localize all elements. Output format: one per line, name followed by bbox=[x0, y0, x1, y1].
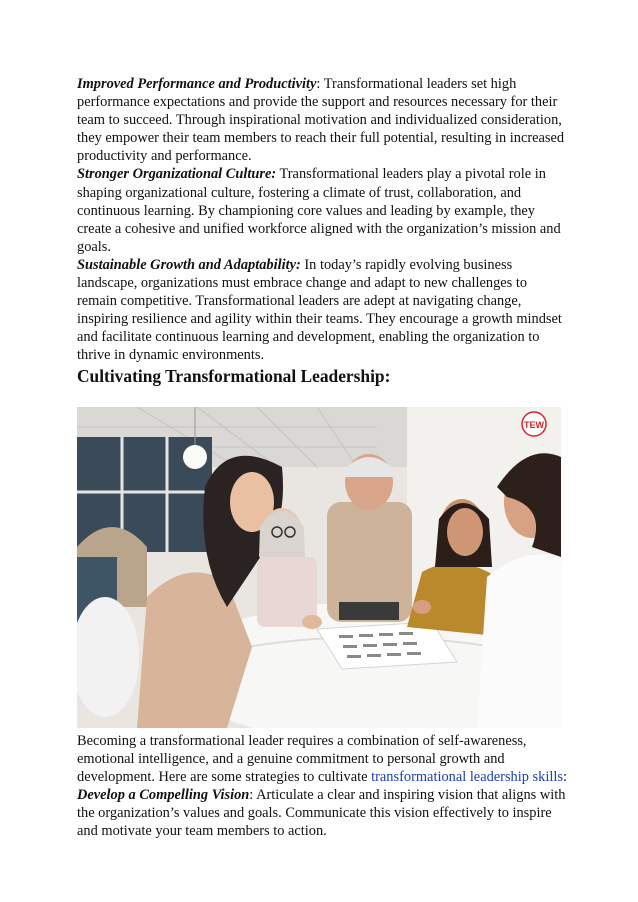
tew-logo: TEW bbox=[524, 419, 544, 430]
paragraph-lead: Stronger Organizational Culture: bbox=[77, 166, 277, 183]
section-heading: Cultivating Transformational Leadership: bbox=[77, 365, 391, 386]
lead-separator: : bbox=[316, 76, 321, 92]
paragraph-lead: Sustainable Growth and Adaptability: bbox=[77, 256, 301, 273]
lead-separator: : bbox=[249, 786, 254, 803]
paragraph-text: Transformational leaders set high performance expectations and provide the support and resources necessary for their team to succeed. Through inspirational motivation and individualized consideration, they empower their team members to reach their full potential, resulting in increased productivity and performance. bbox=[77, 76, 565, 165]
paragraph-lead: Develop a Compelling Vision bbox=[77, 786, 250, 803]
team-meeting-photo bbox=[77, 407, 561, 728]
paragraph-lead: Improved Performance and Productivity bbox=[77, 76, 317, 92]
paragraph-text: Becoming a transformational leader requires a combination of self-awareness, emotional intelligence, and a genuine commitment to personal growth and development. Here are some strategies to cultivate bbox=[77, 732, 527, 785]
paragraph-text: Articulate a clear and inspiring vision that aligns with the organization’s values and goals. Communicate this vision effectively to inspire and motivate your team members to action. bbox=[77, 786, 566, 839]
paragraph-vision bbox=[77, 786, 567, 840]
photo-illustration bbox=[77, 407, 561, 728]
paragraph-intro bbox=[77, 732, 567, 786]
paragraph-text: In today’s rapidly evolving business landscape, organizations must embrace change and adapt to new challenges to remain competitive. Transformational leaders are adept at navigating change, inspiring resilience and agility within their teams. They encourage a growth mindset and facilitate continuous learning and development, enabling the organization to thrive in dynamic environments. bbox=[77, 256, 562, 364]
transformational-leadership-skills-link[interactable]: transformational leadership skills bbox=[371, 768, 563, 785]
document-page bbox=[77, 75, 567, 840]
paragraph-performance bbox=[77, 75, 567, 165]
paragraph-culture bbox=[77, 165, 567, 255]
paragraph-text: Transformational leaders play a pivotal role in shaping organizational culture, fostering a climate of trust, collaboration, and continuous learning. By championing core values and leading by example, they create a cohesive and unified workforce aligned with the organization’s mission and goals. bbox=[77, 166, 561, 255]
paragraph-growth bbox=[77, 256, 567, 365]
intro-colon: : bbox=[562, 768, 567, 785]
